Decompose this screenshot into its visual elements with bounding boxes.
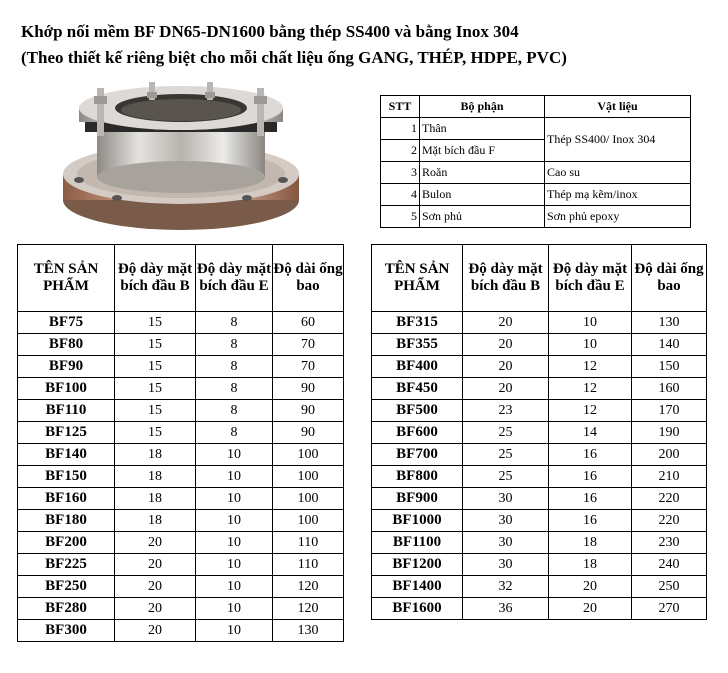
cell-flange-b: 25 bbox=[463, 422, 549, 444]
cell-product-name: BF1100 bbox=[372, 532, 463, 554]
table-row bbox=[18, 598, 344, 620]
cell-sleeve-length: 200 bbox=[632, 444, 707, 466]
cell-product-name: BF90 bbox=[18, 356, 115, 378]
table-row bbox=[18, 532, 344, 554]
parts-header-part: Bộ phận bbox=[420, 96, 545, 118]
cell-flange-b: 20 bbox=[463, 312, 549, 334]
cell-product-name: BF1200 bbox=[372, 554, 463, 576]
spec-table-left bbox=[17, 244, 344, 642]
cell-product-name: BF700 bbox=[372, 444, 463, 466]
table-row bbox=[18, 422, 344, 444]
cell-flange-b: 20 bbox=[115, 620, 196, 642]
cell-sleeve-length: 130 bbox=[632, 312, 707, 334]
cell-flange-b: 15 bbox=[115, 422, 196, 444]
cell-sleeve-length: 210 bbox=[632, 466, 707, 488]
parts-part: Roăn bbox=[420, 162, 545, 184]
parts-part: Mặt bích đầu F bbox=[420, 140, 545, 162]
cell-flange-b: 30 bbox=[463, 532, 549, 554]
parts-material: Cao su bbox=[545, 162, 691, 184]
cell-sleeve-length: 120 bbox=[273, 576, 344, 598]
header-flange-e: Độ dày mặt bích đầu E bbox=[196, 245, 273, 312]
cell-product-name: BF450 bbox=[372, 378, 463, 400]
table-row bbox=[18, 312, 344, 334]
cell-sleeve-length: 250 bbox=[632, 576, 707, 598]
cell-product-name: BF400 bbox=[372, 356, 463, 378]
parts-row bbox=[381, 206, 691, 228]
cell-product-name: BF150 bbox=[18, 466, 115, 488]
cell-sleeve-length: 170 bbox=[632, 400, 707, 422]
parts-stt: 3 bbox=[381, 162, 420, 184]
spec-header-row bbox=[18, 245, 344, 312]
cell-flange-e: 8 bbox=[196, 378, 273, 400]
table-row bbox=[372, 378, 707, 400]
cell-product-name: BF1600 bbox=[372, 598, 463, 620]
cell-product-name: BF180 bbox=[18, 510, 115, 532]
cell-product-name: BF280 bbox=[18, 598, 115, 620]
cell-product-name: BF160 bbox=[18, 488, 115, 510]
cell-flange-b: 30 bbox=[463, 510, 549, 532]
cell-flange-b: 20 bbox=[115, 554, 196, 576]
cell-sleeve-length: 100 bbox=[273, 466, 344, 488]
cell-product-name: BF600 bbox=[372, 422, 463, 444]
cell-flange-e: 12 bbox=[549, 356, 632, 378]
cell-flange-b: 20 bbox=[115, 576, 196, 598]
table-row bbox=[372, 488, 707, 510]
cell-product-name: BF100 bbox=[18, 378, 115, 400]
header-flange-e: Độ dày mặt bích đầu E bbox=[549, 245, 632, 312]
cell-sleeve-length: 100 bbox=[273, 444, 344, 466]
page-subtitle: (Theo thiết kế riêng biệt cho mỗi chất liệu ống GANG, THÉP, HDPE, PVC) bbox=[21, 48, 567, 67]
cell-flange-e: 16 bbox=[549, 510, 632, 532]
cell-sleeve-length: 100 bbox=[273, 488, 344, 510]
parts-header-row bbox=[381, 96, 691, 118]
cell-product-name: BF140 bbox=[18, 444, 115, 466]
cell-flange-b: 20 bbox=[463, 356, 549, 378]
header-product-name: TÊN SẢN PHẨM bbox=[18, 245, 115, 312]
cell-sleeve-length: 150 bbox=[632, 356, 707, 378]
spec-header-row bbox=[372, 245, 707, 312]
cell-flange-e: 10 bbox=[549, 334, 632, 356]
cell-product-name: BF200 bbox=[18, 532, 115, 554]
spec-table-left-body bbox=[18, 312, 344, 642]
table-row bbox=[372, 576, 707, 598]
cell-product-name: BF125 bbox=[18, 422, 115, 444]
parts-table bbox=[380, 95, 691, 228]
table-row bbox=[18, 400, 344, 422]
cell-product-name: BF500 bbox=[372, 400, 463, 422]
cell-flange-b: 15 bbox=[115, 312, 196, 334]
cell-flange-b: 20 bbox=[115, 598, 196, 620]
parts-material: Thép mạ kẽm/inox bbox=[545, 184, 691, 206]
cell-flange-b: 30 bbox=[463, 554, 549, 576]
cell-flange-e: 10 bbox=[196, 620, 273, 642]
cell-flange-b: 25 bbox=[463, 466, 549, 488]
cell-flange-e: 8 bbox=[196, 422, 273, 444]
cell-sleeve-length: 140 bbox=[632, 334, 707, 356]
cell-flange-e: 16 bbox=[549, 488, 632, 510]
table-row bbox=[18, 334, 344, 356]
cell-sleeve-length: 70 bbox=[273, 356, 344, 378]
table-row bbox=[372, 466, 707, 488]
cell-flange-b: 20 bbox=[115, 532, 196, 554]
cell-product-name: BF80 bbox=[18, 334, 115, 356]
table-row bbox=[372, 598, 707, 620]
table-row bbox=[18, 356, 344, 378]
cell-sleeve-length: 90 bbox=[273, 378, 344, 400]
parts-stt: 4 bbox=[381, 184, 420, 206]
header-flange-b: Độ dày mặt bích đầu B bbox=[115, 245, 196, 312]
cell-flange-e: 20 bbox=[549, 598, 632, 620]
table-row bbox=[18, 510, 344, 532]
table-row bbox=[18, 488, 344, 510]
cell-flange-e: 8 bbox=[196, 312, 273, 334]
cell-product-name: BF355 bbox=[372, 334, 463, 356]
parts-row bbox=[381, 118, 691, 140]
cell-flange-e: 10 bbox=[196, 488, 273, 510]
cell-sleeve-length: 160 bbox=[632, 378, 707, 400]
header-sleeve-length: Độ dài ống bao bbox=[632, 245, 707, 312]
cell-sleeve-length: 270 bbox=[632, 598, 707, 620]
cell-flange-e: 10 bbox=[196, 598, 273, 620]
cell-sleeve-length: 230 bbox=[632, 532, 707, 554]
parts-stt: 2 bbox=[381, 140, 420, 162]
cell-flange-b: 23 bbox=[463, 400, 549, 422]
cell-sleeve-length: 110 bbox=[273, 554, 344, 576]
cell-product-name: BF1400 bbox=[372, 576, 463, 598]
parts-material: Thép SS400/ Inox 304 bbox=[545, 118, 691, 162]
cell-flange-e: 10 bbox=[549, 312, 632, 334]
cell-flange-b: 15 bbox=[115, 334, 196, 356]
cell-product-name: BF75 bbox=[18, 312, 115, 334]
cell-flange-e: 10 bbox=[196, 576, 273, 598]
cell-flange-e: 18 bbox=[549, 532, 632, 554]
cell-flange-b: 18 bbox=[115, 466, 196, 488]
parts-part: Bulon bbox=[420, 184, 545, 206]
cell-product-name: BF250 bbox=[18, 576, 115, 598]
table-row bbox=[18, 554, 344, 576]
header-sleeve-length: Độ dài ống bao bbox=[273, 245, 344, 312]
parts-header-stt: STT bbox=[381, 96, 420, 118]
cell-sleeve-length: 60 bbox=[273, 312, 344, 334]
parts-row bbox=[381, 184, 691, 206]
cell-flange-b: 18 bbox=[115, 510, 196, 532]
cell-sleeve-length: 90 bbox=[273, 422, 344, 444]
cell-product-name: BF900 bbox=[372, 488, 463, 510]
cell-sleeve-length: 90 bbox=[273, 400, 344, 422]
table-row bbox=[372, 400, 707, 422]
table-row bbox=[18, 620, 344, 642]
parts-row bbox=[381, 162, 691, 184]
cell-sleeve-length: 70 bbox=[273, 334, 344, 356]
cell-flange-b: 20 bbox=[463, 378, 549, 400]
cell-product-name: BF315 bbox=[372, 312, 463, 334]
cell-flange-b: 30 bbox=[463, 488, 549, 510]
page-title: Khớp nối mềm BF DN65-DN1600 bằng thép SS400 và bằng Inox 304 bbox=[21, 22, 519, 41]
header-product-name: TÊN SẢN PHẨM bbox=[372, 245, 463, 312]
cell-flange-e: 8 bbox=[196, 334, 273, 356]
cell-flange-b: 15 bbox=[115, 356, 196, 378]
cell-flange-e: 16 bbox=[549, 466, 632, 488]
cell-flange-e: 8 bbox=[196, 356, 273, 378]
table-row bbox=[372, 554, 707, 576]
table-row bbox=[18, 466, 344, 488]
cell-flange-b: 18 bbox=[115, 488, 196, 510]
cell-sleeve-length: 120 bbox=[273, 598, 344, 620]
parts-material: Sơn phủ epoxy bbox=[545, 206, 691, 228]
table-row bbox=[18, 378, 344, 400]
spec-table-right-body bbox=[372, 312, 707, 620]
cell-flange-b: 15 bbox=[115, 400, 196, 422]
cell-product-name: BF1000 bbox=[372, 510, 463, 532]
parts-part: Sơn phủ bbox=[420, 206, 545, 228]
cell-flange-b: 20 bbox=[463, 334, 549, 356]
cell-flange-e: 10 bbox=[196, 554, 273, 576]
cell-flange-b: 36 bbox=[463, 598, 549, 620]
cell-flange-e: 18 bbox=[549, 554, 632, 576]
cell-sleeve-length: 240 bbox=[632, 554, 707, 576]
parts-stt: 5 bbox=[381, 206, 420, 228]
table-row bbox=[372, 444, 707, 466]
table-row bbox=[18, 576, 344, 598]
table-row bbox=[372, 356, 707, 378]
cell-flange-e: 12 bbox=[549, 378, 632, 400]
cell-flange-e: 10 bbox=[196, 466, 273, 488]
parts-header-material: Vật liệu bbox=[545, 96, 691, 118]
flange-coupling-photo bbox=[57, 82, 305, 232]
cell-product-name: BF225 bbox=[18, 554, 115, 576]
cell-sleeve-length: 190 bbox=[632, 422, 707, 444]
table-row bbox=[18, 444, 344, 466]
cell-flange-e: 10 bbox=[196, 532, 273, 554]
cell-sleeve-length: 130 bbox=[273, 620, 344, 642]
parts-part: Thân bbox=[420, 118, 545, 140]
cell-flange-e: 14 bbox=[549, 422, 632, 444]
cell-flange-e: 16 bbox=[549, 444, 632, 466]
cell-flange-b: 32 bbox=[463, 576, 549, 598]
table-row bbox=[372, 312, 707, 334]
cell-flange-e: 10 bbox=[196, 510, 273, 532]
table-row bbox=[372, 532, 707, 554]
parts-stt: 1 bbox=[381, 118, 420, 140]
cell-flange-b: 18 bbox=[115, 444, 196, 466]
cell-flange-e: 12 bbox=[549, 400, 632, 422]
cell-sleeve-length: 110 bbox=[273, 532, 344, 554]
spec-table-right bbox=[371, 244, 707, 620]
cell-flange-b: 25 bbox=[463, 444, 549, 466]
cell-flange-e: 10 bbox=[196, 444, 273, 466]
cell-flange-e: 20 bbox=[549, 576, 632, 598]
table-row bbox=[372, 510, 707, 532]
table-row bbox=[372, 422, 707, 444]
cell-sleeve-length: 220 bbox=[632, 488, 707, 510]
cell-product-name: BF800 bbox=[372, 466, 463, 488]
cell-sleeve-length: 100 bbox=[273, 510, 344, 532]
cell-flange-e: 8 bbox=[196, 400, 273, 422]
cell-product-name: BF110 bbox=[18, 400, 115, 422]
table-row bbox=[372, 334, 707, 356]
cell-product-name: BF300 bbox=[18, 620, 115, 642]
cell-sleeve-length: 220 bbox=[632, 510, 707, 532]
cell-flange-b: 15 bbox=[115, 378, 196, 400]
header-flange-b: Độ dày mặt bích đầu B bbox=[463, 245, 549, 312]
